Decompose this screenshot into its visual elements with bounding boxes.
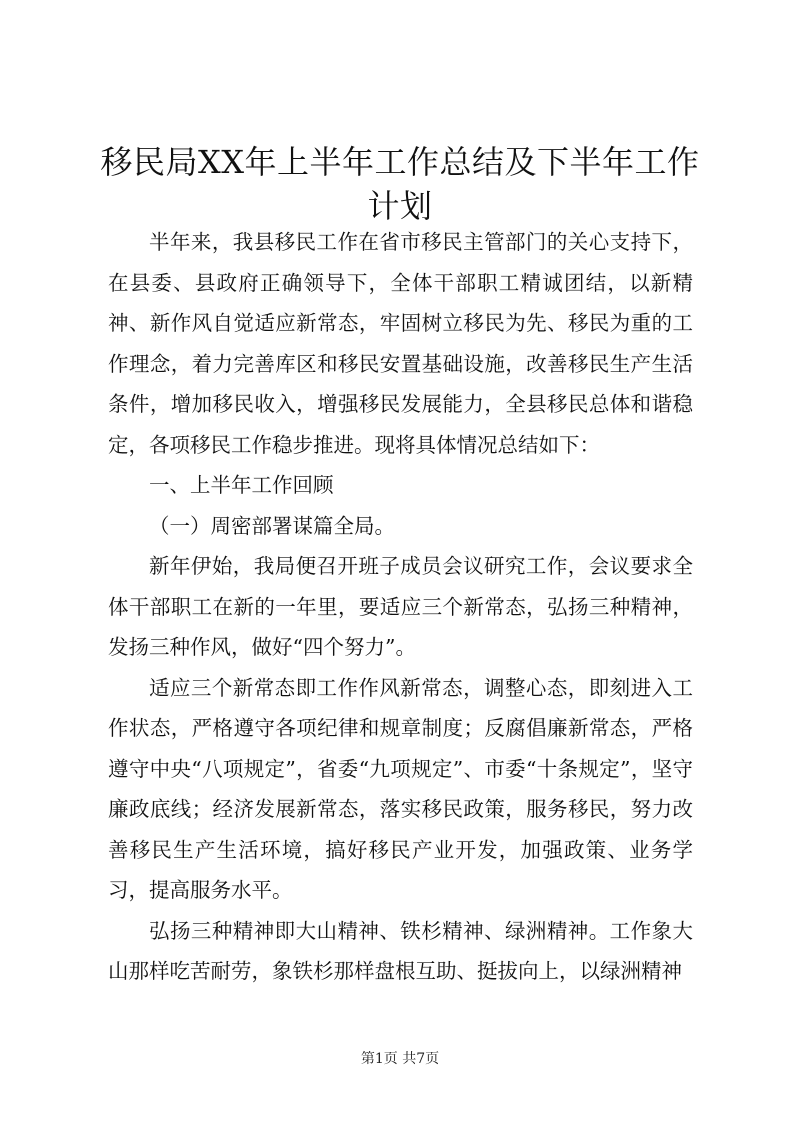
- page-number: 第1页 共7页: [360, 1051, 440, 1067]
- paragraph-three-spirits: 弘扬三种精神即大山精神、铁杉精神、绿洲精神。工作象大山那样吃苦耐劳，象铁杉那样盘根互助、挺拔向上，以绿洲精神: [108, 918, 693, 983]
- section-heading: 一、上半年工作回顾: [149, 473, 334, 497]
- document-body: [108, 222, 693, 992]
- paragraph-intro: 半年来，我县移民工作在省市移民主管部门的关心支持下，在县委、县政府正确领导下，全体干部职工精诚团结，以新精神、新作风自觉适应新常态，牢固树立移民为先、移民为重的工作理念，着力完善库区和移民安置基础设施，改善移民生产生活条件，增加移民收入，增强移民发展能力，全县移民总体和谐稳定，各项移民工作稳步推进。现将具体情况总结如下：: [108, 230, 693, 457]
- paragraph-new-year: 新年伊始，我局便召开班子成员会议研究工作，会议要求全体干部职工在新的一年里，要适应三个新常态，弘扬三种精神，发扬三种作风，做好“四个努力”。: [108, 554, 693, 659]
- page-footer: [0, 1050, 800, 1068]
- paragraph-new-normal: 适应三个新常态即工作作风新常态，调整心态，即刻进入工作状态，严格遵守各项纪律和规章制度；反腐倡廉新常态，严格遵守中央“八项规定”，省委“九项规定”、市委“十条规定”，坚守廉政底线；经济发展新常态，落实移民政策，服务移民，努力改善移民生产生活环境，搞好移民产业开发，加强政策、业务学习，提高服务水平。: [108, 675, 693, 902]
- subsection-heading: （一）周密部署谋篇全局。: [149, 513, 395, 538]
- document-title: 移民局XX年上半年工作总结及下半年工作计划: [100, 143, 700, 225]
